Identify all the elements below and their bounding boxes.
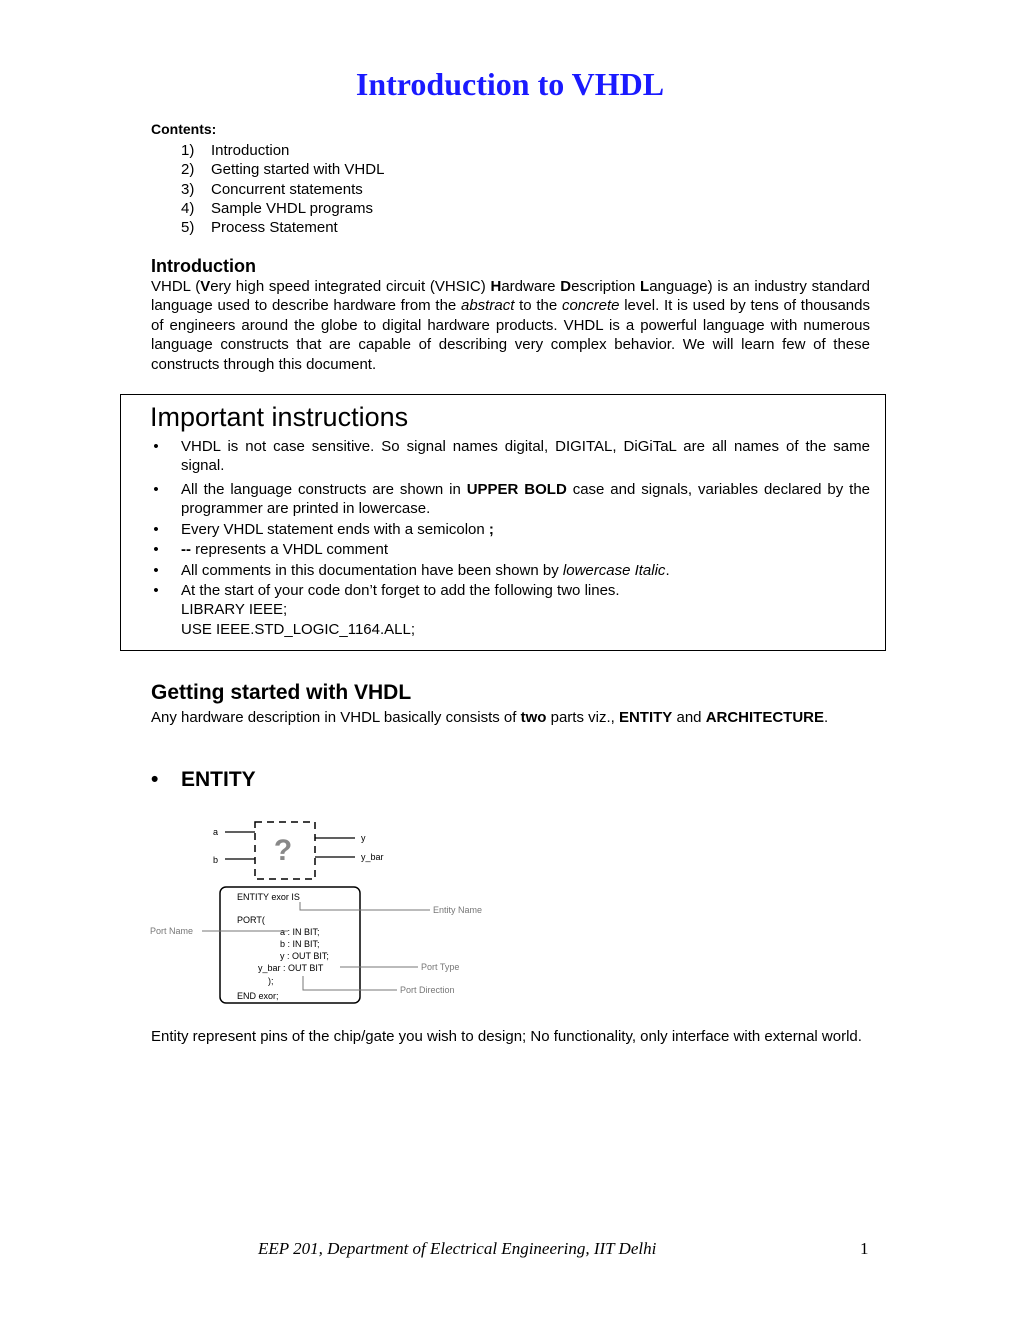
intro-text: VHDL (: [151, 278, 201, 295]
page-title: Introduction to VHDL: [355, 66, 665, 102]
code-line: ENTITY exor IS: [237, 892, 300, 902]
contents-item-number: 1): [181, 142, 195, 159]
instruction-bold: --: [181, 541, 191, 559]
instruction-bold: UPPER BOLD: [466, 480, 567, 498]
introduction-paragraph: [151, 277, 870, 374]
output-y-label: y: [361, 833, 366, 843]
getting-started-heading: Getting started with VHDL: [151, 681, 412, 704]
intro-acronym-letter: V: [200, 278, 211, 295]
contents-item-number: 3): [181, 180, 195, 198]
code-line: y_bar : OUT BIT: [258, 963, 324, 973]
instruction-bold: ;: [488, 521, 494, 539]
instruction-item: [151, 480, 870, 519]
port-name-label: Port Name: [150, 926, 194, 936]
port-direction-label: Port Direction: [400, 985, 455, 995]
contents-item-text: Getting started with VHDL: [211, 161, 385, 179]
code-line: y : OUT BIT;: [280, 951, 329, 961]
instruction-text: All comments in this documentation have been shown by: [181, 561, 563, 579]
instruction-italic: lowercase Italic: [562, 561, 666, 579]
instruction-text: represents a VHDL comment: [191, 541, 389, 559]
input-a-label: a: [213, 827, 219, 837]
entity-description: [151, 1027, 870, 1046]
introduction-heading: Introduction: [151, 256, 256, 276]
intro-acronym-letter: D: [560, 278, 572, 295]
intro-text: to the: [514, 297, 562, 315]
bullet-icon: •: [153, 521, 159, 539]
intro-emphasis: abstract: [461, 297, 515, 315]
instruction-item: [151, 520, 870, 539]
code-line: USE IEEE.STD_LOGIC_1164.ALL;: [181, 620, 416, 638]
bullet-icon: •: [153, 582, 159, 600]
code-line: PORT(: [237, 915, 265, 925]
instruction-item: [151, 540, 870, 559]
instruction-item: [151, 561, 870, 580]
bullet-icon: •: [151, 768, 159, 791]
input-b-label: b: [213, 855, 219, 865]
contents-item: [181, 141, 481, 160]
instruction-text: case and signals, variables declared by the programmer are printed in lowercase.: [181, 480, 871, 517]
code-line: b : IN BIT;: [280, 939, 320, 949]
bullet-icon: •: [153, 438, 159, 455]
bullet-icon: •: [153, 541, 159, 559]
instructions-list: [151, 437, 870, 639]
bullet-icon: •: [153, 561, 159, 579]
intro-text: ery high speed integrated circuit (VHSIC): [210, 278, 491, 295]
code-line: END exor;: [237, 991, 279, 1001]
contents-item-text: Concurrent statements: [211, 180, 363, 198]
gs-text: and: [672, 709, 706, 726]
gs-bold: two: [520, 709, 547, 726]
contents-item: [181, 160, 481, 179]
port-type-label: Port Type: [421, 962, 460, 972]
intro-text: ardware: [501, 278, 561, 295]
gs-text: Any hardware description in VHDL basically consists of: [151, 709, 521, 726]
entity-heading-text: ENTITY: [181, 768, 256, 791]
entity-description-text: Entity represent pins of the chip/gate you wish to design; No functionality, only interface with external world.: [151, 1028, 862, 1045]
instruction-text: All the language constructs are shown in: [181, 480, 467, 498]
contents-item-text: Introduction: [211, 142, 290, 159]
contents-item: [181, 199, 481, 218]
instruction-item: [151, 437, 870, 476]
code-line: );: [268, 976, 274, 986]
intro-text: level. It is used by tens of thousands of engineers around the globe to digital hardware products. VHDL is a powerful language with numerous language constructs that are capable of describing very complex behavior. We will learn few of these constructs through this document.: [151, 297, 870, 373]
contents-item: [181, 180, 481, 199]
contents-item-number: 5): [181, 219, 195, 237]
gs-bold: ENTITY: [618, 709, 673, 726]
contents-list: [181, 141, 481, 237]
contents-item-number: 2): [181, 161, 195, 179]
entity-diagram: [140, 812, 520, 1012]
footer-text: EEP 201, Department of Electrical Engineering, IIT Delhi: [258, 1239, 657, 1258]
instruction-text: At the start of your code don’t forget to add the following two lines.: [181, 582, 620, 600]
code-line: a : IN BIT;: [280, 927, 320, 937]
intro-emphasis: concrete: [561, 297, 620, 315]
gs-bold: ARCHITECTURE: [705, 709, 825, 726]
instruction-text: VHDL is not case sensitive. So signal names digital, DIGITAL, DiGiTaL are all names of the same signal.: [181, 438, 870, 475]
gs-text: parts viz.,: [546, 709, 619, 726]
contents-label: Contents:: [151, 121, 217, 137]
contents-item: [181, 218, 481, 237]
contents-item-text: Process Statement: [211, 219, 338, 237]
gs-text: .: [824, 709, 829, 726]
contents-item-text: Sample VHDL programs: [211, 199, 374, 217]
output-ybar-label: y_bar: [361, 852, 384, 862]
intro-acronym-letter: H: [490, 278, 502, 295]
contents-item-number: 4): [181, 199, 195, 217]
getting-started-paragraph: [151, 708, 870, 727]
entity-name-label: Entity Name: [433, 905, 483, 915]
page-number: 1: [860, 1239, 869, 1258]
instruction-text: Every VHDL statement ends with a semicolon: [181, 521, 489, 539]
code-line: LIBRARY IEEE;: [181, 601, 288, 619]
intro-text: escription: [571, 278, 641, 295]
instruction-item: [151, 581, 870, 639]
entity-heading: [151, 768, 256, 792]
question-mark-icon: ?: [273, 834, 293, 867]
instructions-title: Important instructions: [150, 402, 409, 432]
bullet-icon: •: [153, 480, 159, 498]
intro-text: anguage) is an industry standard language used to describe hardware from the: [151, 278, 870, 315]
intro-acronym-letter: L: [640, 278, 650, 295]
instruction-text: .: [665, 561, 670, 579]
